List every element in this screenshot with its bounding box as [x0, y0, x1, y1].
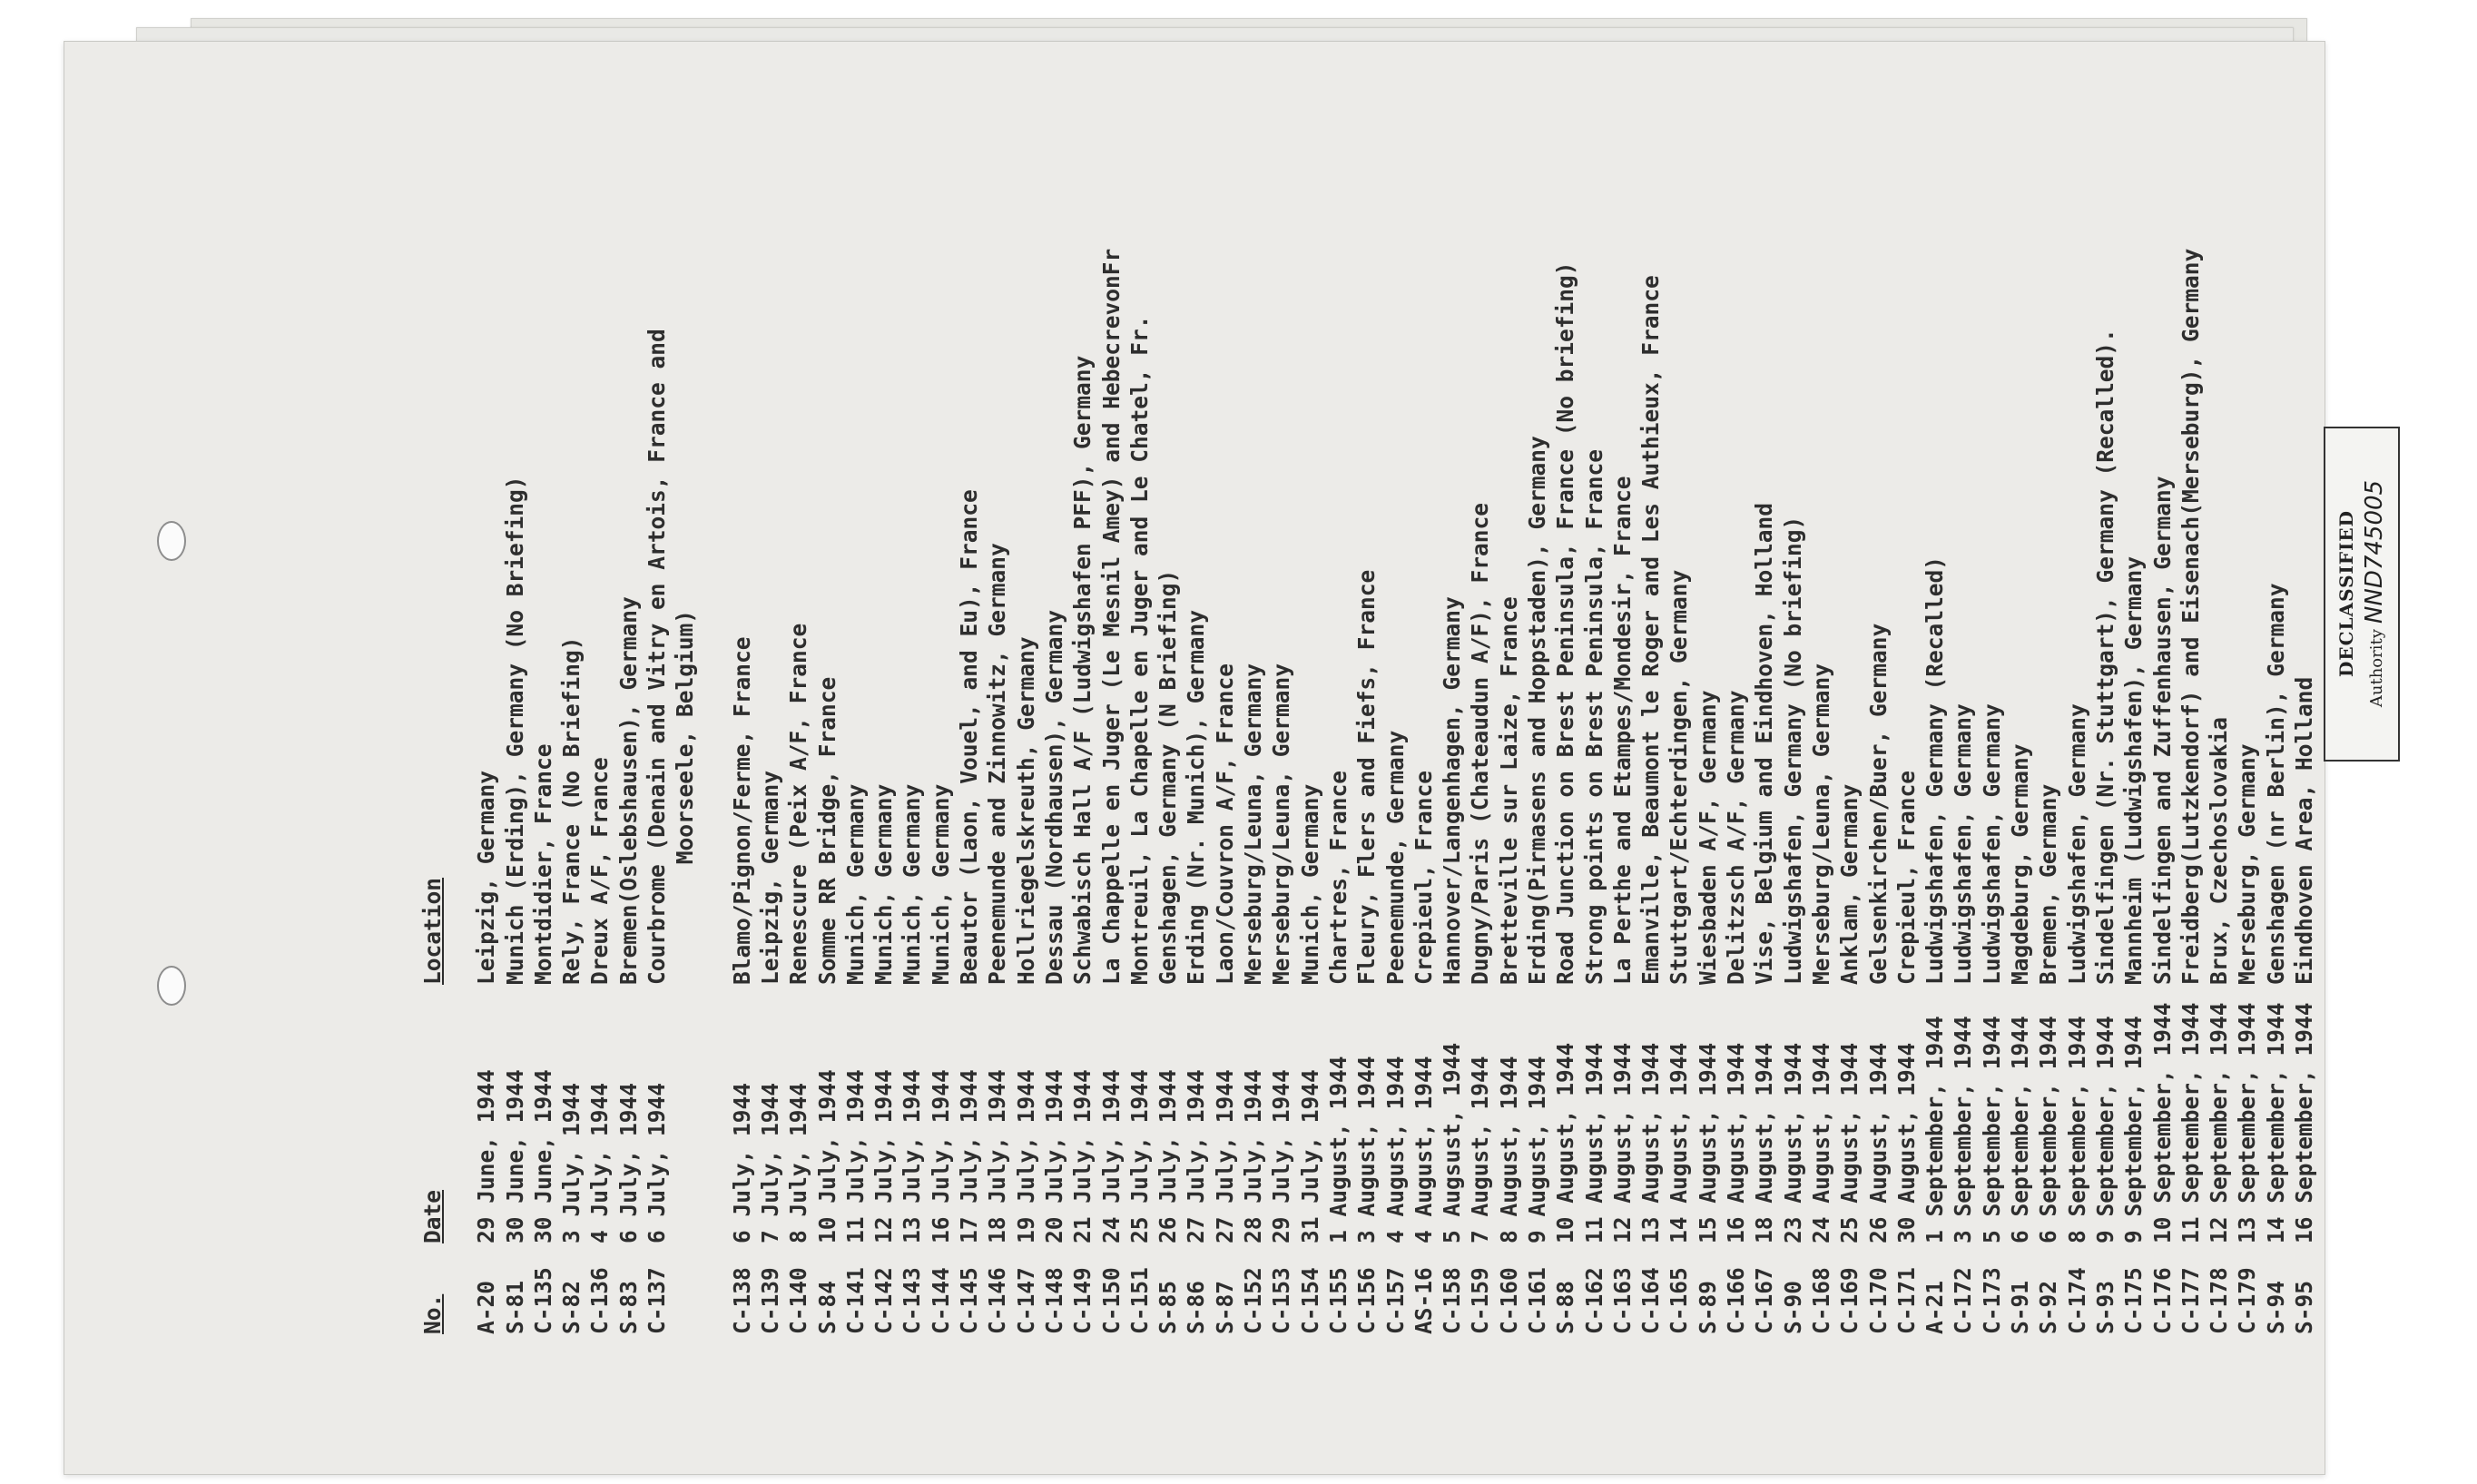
mission-location: Merseburg/Leuna, Germany: [1807, 663, 1834, 985]
mission-location: Hannover/Langenhagen, Germany: [1439, 596, 1466, 985]
mission-date: 14 August, 1944: [1666, 1042, 1693, 1243]
table-row: [870, 154, 898, 1334]
mission-location: Emanville, Beaumont le Roger and Les Authieux, France: [1637, 275, 1665, 985]
mission-number: C-140: [785, 1267, 812, 1334]
mission-date: 4 July, 1944: [586, 1082, 614, 1243]
mission-number: C-137: [644, 1267, 671, 1334]
mission-location: Leipzig, Germany: [473, 770, 500, 985]
mission-number: S-87: [1211, 1280, 1238, 1334]
mission-date: 24 August, 1944: [1807, 1042, 1834, 1243]
mission-date: 12 August, 1944: [1608, 1042, 1636, 1243]
mission-location: Montdidier, France: [529, 743, 556, 985]
mission-date: 30 June, 1944: [529, 1069, 556, 1243]
mission-date: 9 September, 1944: [2091, 1016, 2118, 1243]
mission-number: C-144: [927, 1267, 954, 1334]
mission-date: 27 July, 1944: [1211, 1069, 1238, 1243]
mission-number: S-89: [1694, 1280, 1721, 1334]
table-row: [1637, 154, 1665, 1334]
mission-number: A-20: [473, 1280, 500, 1334]
mission-date: 16 July, 1944: [927, 1069, 954, 1243]
mission-date: 8 August, 1944: [1495, 1056, 1522, 1243]
mission-location: Dugny/Paris (Chateaudun A/F), France: [1467, 502, 1494, 985]
mission-date: 6 July, 1944: [728, 1082, 755, 1243]
table-row: [1040, 154, 1068, 1334]
table-row: [1949, 154, 1977, 1334]
table-row: [1978, 154, 2006, 1334]
mission-number: C-178: [2206, 1267, 2233, 1334]
mission-location: Ludwigshafen, Germany: [1950, 703, 1977, 985]
mission-date: 3 July, 1944: [558, 1082, 585, 1243]
mission-number: C-160: [1495, 1267, 1522, 1334]
mission-date: 5 September, 1944: [1978, 1016, 2005, 1243]
mission-location: Munich (Erding), Germany (No Briefing): [501, 476, 528, 985]
mission-number: C-153: [1268, 1267, 1295, 1334]
mission-number: C-162: [1580, 1267, 1607, 1334]
mission-location: Erding(Pirmasens and Hoppstaden), Germany: [1523, 436, 1550, 985]
mission-date: 5 Augsust, 1944: [1439, 1042, 1466, 1243]
mission-number: C-169: [1836, 1267, 1863, 1334]
table-row: [841, 154, 870, 1334]
table-row: [1523, 154, 1551, 1334]
rotated-text-block: [160, 100, 2317, 1389]
stamp-authority-label: Authority: [2367, 629, 2386, 708]
mission-location: Moorseele, Belgium): [672, 609, 699, 985]
mission-location: Laon/Couvron A/F, France: [1211, 663, 1238, 985]
mission-location: Ludwigshafen, Germany: [2063, 703, 2090, 985]
mission-number: C-175: [2120, 1267, 2148, 1334]
mission-number: S-82: [558, 1280, 585, 1334]
mission-location: Bretteville sur Laize, France: [1495, 596, 1522, 985]
mission-date: 25 July, 1944: [1125, 1069, 1153, 1243]
table-row: [955, 154, 983, 1334]
mission-location: Erding (Nr. Munich), Germany: [1183, 609, 1210, 985]
mission-number: C-174: [2063, 1267, 2090, 1334]
mission-date: 6 July, 1944: [614, 1082, 642, 1243]
mission-date: 19 July, 1944: [1012, 1069, 1039, 1243]
table-row: [1892, 154, 1921, 1334]
mission-number: C-136: [586, 1267, 614, 1334]
header-date: Date: [419, 1189, 446, 1243]
mission-date: 7 July, 1944: [756, 1082, 783, 1243]
table-row: [501, 154, 529, 1334]
mission-number: C-171: [1892, 1267, 1920, 1334]
table-row: [643, 154, 671, 1334]
mission-date: 12 September, 1944: [2206, 1002, 2233, 1243]
table-row: [1352, 154, 1381, 1334]
mission-date: 14 September, 1944: [2262, 1002, 2289, 1243]
mission-number: C-145: [956, 1267, 983, 1334]
mission-location: Genshagen (nr Berlin), Germany: [2262, 583, 2289, 985]
table-row: [813, 154, 841, 1334]
mission-location: Munich, Germany: [870, 783, 898, 985]
mission-location: Montreuil, La Chapelle en Juger and Le Chatel, Fr.: [1125, 315, 1153, 985]
declassified-stamp: [2324, 427, 2400, 762]
mission-number: C-143: [899, 1267, 926, 1334]
mission-number: C-154: [1296, 1267, 1323, 1334]
mission-number: C-135: [529, 1267, 556, 1334]
mission-date: 1 September, 1944: [1922, 1016, 1949, 1243]
table-row: [1694, 154, 1722, 1334]
mission-location: Anklam, Germany: [1836, 783, 1863, 985]
mission-date: 16 August, 1944: [1723, 1042, 1750, 1243]
mission-date: 11 September, 1944: [2177, 1002, 2204, 1243]
mission-number: C-138: [728, 1267, 755, 1334]
mission-location: Munich, Germany: [841, 783, 869, 985]
mission-date: 7 August, 1944: [1467, 1056, 1494, 1243]
table-row: [614, 154, 643, 1334]
mission-location: Ludwigshafen, Germany (Recalled): [1922, 555, 1949, 985]
mission-date: 25 August, 1944: [1836, 1042, 1863, 1243]
mission-location: Merseburg/Leuna, Germany: [1240, 663, 1267, 985]
table-row: [1722, 154, 1750, 1334]
mission-date: 1 August, 1944: [1324, 1056, 1352, 1243]
mission-location: Fleury, Flers and Fiefs, France: [1353, 569, 1381, 985]
mission-number: S-91: [2007, 1280, 2034, 1334]
mission-location: Merseburg, Germany: [2234, 743, 2261, 985]
table-row: [472, 154, 500, 1334]
table-row: [2148, 154, 2177, 1334]
table-row: [927, 154, 955, 1334]
table-row: [1551, 154, 1579, 1334]
table-row: [1665, 154, 1693, 1334]
table-row: [1182, 154, 1210, 1334]
mission-number: C-156: [1353, 1267, 1381, 1334]
mission-date: 17 July, 1944: [956, 1069, 983, 1243]
mission-number: S-86: [1183, 1280, 1210, 1334]
mission-date: 13 July, 1944: [899, 1069, 926, 1243]
stamp-title: DECLASSIFIED: [2335, 509, 2357, 678]
mission-date: 9 September, 1944: [2120, 1016, 2148, 1243]
mission-date: 8 September, 1944: [2063, 1016, 2090, 1243]
mission-number: S-92: [2035, 1280, 2062, 1334]
mission-number: S-90: [1779, 1280, 1806, 1334]
mission-number: AS-16: [1410, 1267, 1437, 1334]
mission-number: C-167: [1751, 1267, 1778, 1334]
mission-number: C-168: [1807, 1267, 1834, 1334]
mission-location: Bremen, Germany: [2035, 783, 2062, 985]
mission-number: A-21: [1922, 1280, 1949, 1334]
mission-date: 6 July, 1944: [644, 1082, 671, 1243]
mission-number: C-164: [1637, 1267, 1665, 1334]
mission-location: Bremen(Oslebshausen), Germany: [614, 596, 642, 985]
mission-location: Vise, Belgium and Eindhoven, Holland: [1751, 502, 1778, 985]
document-page: [64, 41, 2325, 1475]
mission-number: S-83: [614, 1280, 642, 1334]
mission-location: Munich, Germany: [899, 783, 926, 985]
mission-location: Magdeburg, Germany: [2007, 743, 2034, 985]
table-row: [1921, 154, 1949, 1334]
mission-date: 31 July, 1944: [1296, 1069, 1323, 1243]
table-row: [1267, 154, 1295, 1334]
table-row: [1296, 154, 1324, 1334]
mission-location: Road Junction on Brest Peninsula, France (No briefing): [1552, 261, 1579, 985]
mission-number: C-141: [841, 1267, 869, 1334]
table-row: [2233, 154, 2261, 1334]
mission-date: 27 July, 1944: [1183, 1069, 1210, 1243]
table-row: [2205, 154, 2233, 1334]
table-row: [2034, 154, 2062, 1334]
mission-location: Munich, Germany: [1296, 783, 1323, 985]
mission-number: S-95: [2291, 1280, 2317, 1334]
mission-date: 11 July, 1944: [841, 1069, 869, 1243]
mission-date: 9 August, 1944: [1523, 1056, 1550, 1243]
mission-number: C-166: [1723, 1267, 1750, 1334]
table-body: [472, 154, 2318, 1334]
mission-number: C-150: [1097, 1267, 1125, 1334]
mission-location: Gelsenkirchen/Buer, Germany: [1864, 623, 1892, 985]
mission-location: Beautor (Laon, Vouel, and Eu), France: [956, 489, 983, 985]
mission-number: C-152: [1240, 1267, 1267, 1334]
mission-date: [671, 985, 699, 1243]
mission-date: 20 July, 1944: [1040, 1069, 1067, 1243]
table-row: [2091, 154, 2119, 1334]
mission-location: Merseburg/Leuna, Germany: [1268, 663, 1295, 985]
mission-location: Brux, Czechoslovakia: [2206, 716, 2233, 985]
mission-location: Dessau (Nordhausen), Germany: [1040, 609, 1067, 985]
mission-date: 24 July, 1944: [1097, 1069, 1125, 1243]
mission-location: Freidberg(Lutzkendorf) and Eisenach(Merseburg), Germany: [2177, 248, 2204, 985]
table-row: [1807, 154, 1835, 1334]
table-row: [1154, 154, 1182, 1334]
table-row: [728, 154, 756, 1334]
table-row: [1239, 154, 1267, 1334]
mission-location: Rely, France (No Briefing): [558, 636, 585, 985]
mission-number: C-179: [2234, 1267, 2261, 1334]
table-row: [1750, 154, 1778, 1334]
table-row: [1495, 154, 1523, 1334]
mission-number: C-149: [1069, 1267, 1096, 1334]
mission-date: 26 August, 1944: [1864, 1042, 1892, 1243]
mission-location: Sindelfingen and Zuffenhausen, Germany: [2148, 476, 2176, 985]
mission-location: Strong points on Brest Peninsula, France: [1580, 448, 1607, 985]
mission-date: 4 August, 1944: [1410, 1056, 1437, 1243]
mission-location: Ludwigshafen, Germany (No briefing): [1779, 516, 1806, 985]
mission-location: Courbrome (Denain and Vitry en Artois, France and: [644, 329, 671, 985]
mission-date: 16 September, 1944: [2291, 1002, 2317, 1243]
mission-date: 21 July, 1944: [1069, 1069, 1096, 1243]
mission-location: Stuttgart/Echterdingen, Germany: [1666, 569, 1693, 985]
table-row: [784, 154, 812, 1334]
mission-location: Crepieul, France: [1892, 770, 1920, 985]
mission-location: Peenemunde, Germany: [1381, 730, 1409, 985]
mission-number: S-81: [501, 1280, 528, 1334]
table-row: [898, 154, 926, 1334]
mission-number: S-84: [813, 1280, 840, 1334]
mission-number: C-151: [1125, 1267, 1153, 1334]
mission-date: 11 August, 1944: [1580, 1042, 1607, 1243]
mission-number: S-88: [1552, 1280, 1579, 1334]
table-row: [1410, 154, 1438, 1334]
mission-number: C-147: [1012, 1267, 1039, 1334]
table-row: [529, 154, 557, 1334]
mission-location: Sindelfingen (Nr. Stuttgart), Germany (Recalled).: [2091, 329, 2118, 985]
table-row: [2063, 154, 2091, 1334]
mission-location: Schwabisch Hall A/F (Ludwigshafen PFF), Germany: [1069, 355, 1096, 985]
mission-location: Genshagen, Germany (N Briefing): [1155, 569, 1182, 985]
table-row: [1097, 154, 1125, 1334]
mission-number: C-146: [984, 1267, 1011, 1334]
mission-date: 15 August, 1944: [1694, 1042, 1721, 1243]
mission-date: 6 September, 1944: [2007, 1016, 2034, 1243]
mission-table: [418, 154, 2318, 1334]
table-header: [418, 154, 447, 1334]
mission-number: C-159: [1467, 1267, 1494, 1334]
table-row: [1580, 154, 1608, 1334]
mission-location: La Chappelle en Juger (Le Mesnil Amey) and HebecrevonFr: [1097, 248, 1125, 985]
table-row: [756, 154, 784, 1334]
mission-date: 13 August, 1944: [1637, 1042, 1665, 1243]
mission-location: Eindhoven Area, Holland: [2291, 676, 2317, 985]
table-row: [2119, 154, 2148, 1334]
header-no: No.: [419, 1293, 446, 1334]
table-row: [1381, 154, 1410, 1334]
mission-location: Peenemunde and Zinnowitz, Germany: [984, 543, 1011, 985]
mission-date: 26 July, 1944: [1155, 1069, 1182, 1243]
mission-location: Ludwigshafen, Germany: [1978, 703, 2005, 985]
mission-location: Blamo/Pignon/Ferme, France: [728, 636, 755, 985]
mission-date: 8 July, 1944: [785, 1082, 812, 1243]
mission-number: C-165: [1666, 1267, 1693, 1334]
table-row: [2290, 154, 2318, 1334]
table-row: [2177, 154, 2205, 1334]
mission-date: 6 September, 1944: [2035, 1016, 2062, 1243]
table-row: [2006, 154, 2034, 1334]
mission-date: 18 August, 1944: [1751, 1042, 1778, 1243]
table-row: [557, 154, 585, 1334]
mission-date: 18 July, 1944: [984, 1069, 1011, 1243]
mission-number: C-176: [2148, 1267, 2176, 1334]
mission-number: C-177: [2177, 1267, 2204, 1334]
mission-number: C-172: [1950, 1267, 1977, 1334]
mission-location: Wiesbaden A/F, Germany: [1694, 690, 1721, 985]
mission-location: Chartres, France: [1324, 770, 1352, 985]
mission-number: S-93: [2091, 1280, 2118, 1334]
mission-number: C-157: [1381, 1267, 1409, 1334]
mission-number: [671, 1243, 699, 1334]
mission-location: Somme RR Bridge, France: [813, 676, 840, 985]
mission-date: 12 July, 1944: [870, 1069, 898, 1243]
table-row: [671, 154, 699, 1334]
table-row: [1211, 154, 1239, 1334]
mission-location: Hollriegelskreuth, Germany: [1012, 636, 1039, 985]
mission-number: C-148: [1040, 1267, 1067, 1334]
mission-date: 28 July, 1944: [1240, 1069, 1267, 1243]
table-row: [1324, 154, 1352, 1334]
mission-location: Renescure (Peix A/F, France: [785, 623, 812, 985]
table-row: [983, 154, 1011, 1334]
mission-location: Mannheim (Ludwigshafen), Germany: [2120, 555, 2148, 985]
table-row: [1125, 154, 1154, 1334]
mission-location: Crepieul, France: [1410, 770, 1437, 985]
mission-number: C-170: [1864, 1267, 1892, 1334]
mission-date: 23 August, 1944: [1779, 1042, 1806, 1243]
mission-number: C-161: [1523, 1267, 1550, 1334]
mission-number: C-158: [1439, 1267, 1466, 1334]
table-row: [1864, 154, 1892, 1334]
header-location: Location: [419, 877, 446, 985]
mission-number: S-94: [2262, 1280, 2289, 1334]
mission-location: Delitzsch A/F, Germany: [1723, 690, 1750, 985]
mission-location: La Perthe and Etampes/Mondesir, France: [1608, 476, 1636, 985]
mission-number: C-155: [1324, 1267, 1352, 1334]
table-row: [1438, 154, 1466, 1334]
mission-date: 13 September, 1944: [2234, 1002, 2261, 1243]
table-row: [2262, 154, 2290, 1334]
mission-date: 10 September, 1944: [2148, 1002, 2176, 1243]
table-row: [1608, 154, 1637, 1334]
mission-date: 3 September, 1944: [1950, 1016, 1977, 1243]
mission-location: Leipzig, Germany: [756, 770, 783, 985]
table-row: [1012, 154, 1040, 1334]
table-row: [1068, 154, 1096, 1334]
mission-number: C-139: [756, 1267, 783, 1334]
table-row: [1835, 154, 1863, 1334]
group-gap: [700, 154, 728, 1334]
mission-number: C-173: [1978, 1267, 2005, 1334]
mission-date: 29 July, 1944: [1268, 1069, 1295, 1243]
mission-location: Dreux A/F, France: [586, 757, 614, 985]
mission-date: 30 June, 1944: [501, 1069, 528, 1243]
mission-date: 4 August, 1944: [1381, 1056, 1409, 1243]
mission-date: 3 August, 1944: [1353, 1056, 1381, 1243]
mission-date: 30 August, 1944: [1892, 1042, 1920, 1243]
mission-number: C-163: [1608, 1267, 1636, 1334]
mission-date: 10 August, 1944: [1552, 1042, 1579, 1243]
stamp-authority-value: NND745005: [2361, 479, 2388, 624]
mission-date: 10 July, 1944: [813, 1069, 840, 1243]
mission-location: Munich, Germany: [927, 783, 954, 985]
mission-number: S-85: [1155, 1280, 1182, 1334]
mission-number: C-142: [870, 1267, 898, 1334]
table-row: [1466, 154, 1494, 1334]
mission-date: 29 June, 1944: [473, 1069, 500, 1243]
table-row: [585, 154, 614, 1334]
table-row: [1779, 154, 1807, 1334]
